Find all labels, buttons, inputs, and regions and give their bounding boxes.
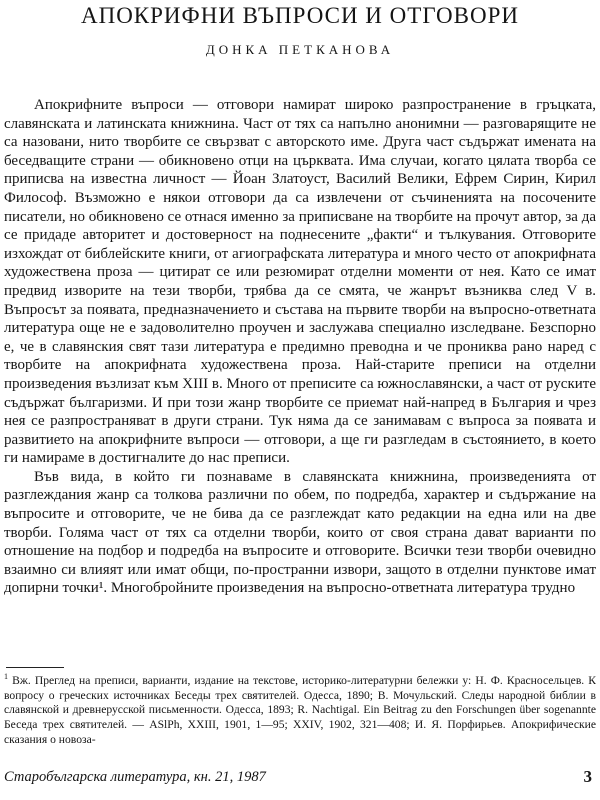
journal-citation: Старобългарска литература, кн. 21, 1987 bbox=[4, 769, 266, 785]
body-paragraph-1: Апокрифните въпроси — отговори намират широко разпространение в гръцката, славянската и латинската книжнина. Част от тях са напълно анонимни — разговарящите не са назовани, нито творбите се свързват с авторското име. Друга част съдържат имената на беседващите страни — обикновено отци на църквата. Има случаи, когато цялата творба се приписва на известна личност — Йоан Златоуст, Василий Велики, Ефрем Сирин, Кирил Философ. Възможно е някои отговори да са извлечени от съчиненията на посочените писатели, но обикновено се отнася именно за приписване на творбите на прочут автор, за да се придаде авторитет и достоверност на поднесените „факти“ и тълкувания. Отговорите изхождат от библейските книги, от агиографската литература и много често от апокрифната художествена проза — цитират се или резюмират отделни моменти от нея. Като се имат предвид изворите на тези творби, трябва да се смята, че жанрът възниква след V в. Въпросът за появата, предназначението и състава на първите творби на въпросно-ответната литература още не е задоволително проучен и заслужава специално изследване. Безспорно е, че в славянския свят тази литература е предимно преводна и че прониква рано наред с творбите на апокрифната художествена проза. Най-старите преписи на отделни произведения възлизат към XIII в. Много от преписите са южнославянски, а част от руските съдържат българизми. И при този жанр творбите се приемат най-напред в България и чрез нея се разпространяват в други страни. Тук няма да се занимавам с въпроса за появата и развитието на апокрифните въпроси — отговори, а ще ги разгледам в състоянието, в което ги намираме в достигналите до нас преписи. bbox=[4, 97, 596, 467]
article-title: АПОКРИФНИ ВЪПРОСИ И ОТГОВОРИ bbox=[80, 3, 520, 28]
page-number: 3 bbox=[583, 767, 592, 786]
article-body bbox=[4, 96, 596, 598]
footnote-mark: 1 bbox=[4, 672, 8, 681]
page-footer bbox=[4, 769, 596, 791]
footnote bbox=[4, 670, 596, 748]
footnote-text: Вж. Преглед на преписи, варианти, издание на текстове, историко-литературни бележки у: Н. Ф. Красносельцев. К вопросу о греческих источниках Беседы трех святителей. Одесса, 1890; В. Мочульский. Следы народной библии в славянской и древнерусской письменности. Одесса, 1893; R. Nachtigal. Ein Beitrag zu den Forschungen über sogenannte Беседа трех святителей. — ASlPh, XXIII, 1901, 1—95; XXIV, 1902, 321—408; И. Я. Порфирьев. Апокрифические сказания о новоза- bbox=[4, 673, 597, 747]
footnote-divider bbox=[6, 667, 64, 668]
body-paragraph-2: Във вида, в който ги познаваме в славянската книжнина, произведенията от разглеждания жанр са толкова различни по обем, по подредба, характер и съдържание на въпросите и отговорите, че не бива да се разглеждат като редакции на една или на две творби. Голяма част от тях са отделни творби, които от своя страна дават варианти по отношение на подбор и подредба на въпросите и отговорите. Всички тези творби очевидно взаимно си влияят или имат общи, по-пространни извори, защото в отделни пунктове имат допирни точки¹. Многобройните произведения на въпросно-ответната литература трудно bbox=[4, 468, 596, 597]
article-author: ДОНКА ПЕТКАНОВА bbox=[205, 42, 395, 57]
